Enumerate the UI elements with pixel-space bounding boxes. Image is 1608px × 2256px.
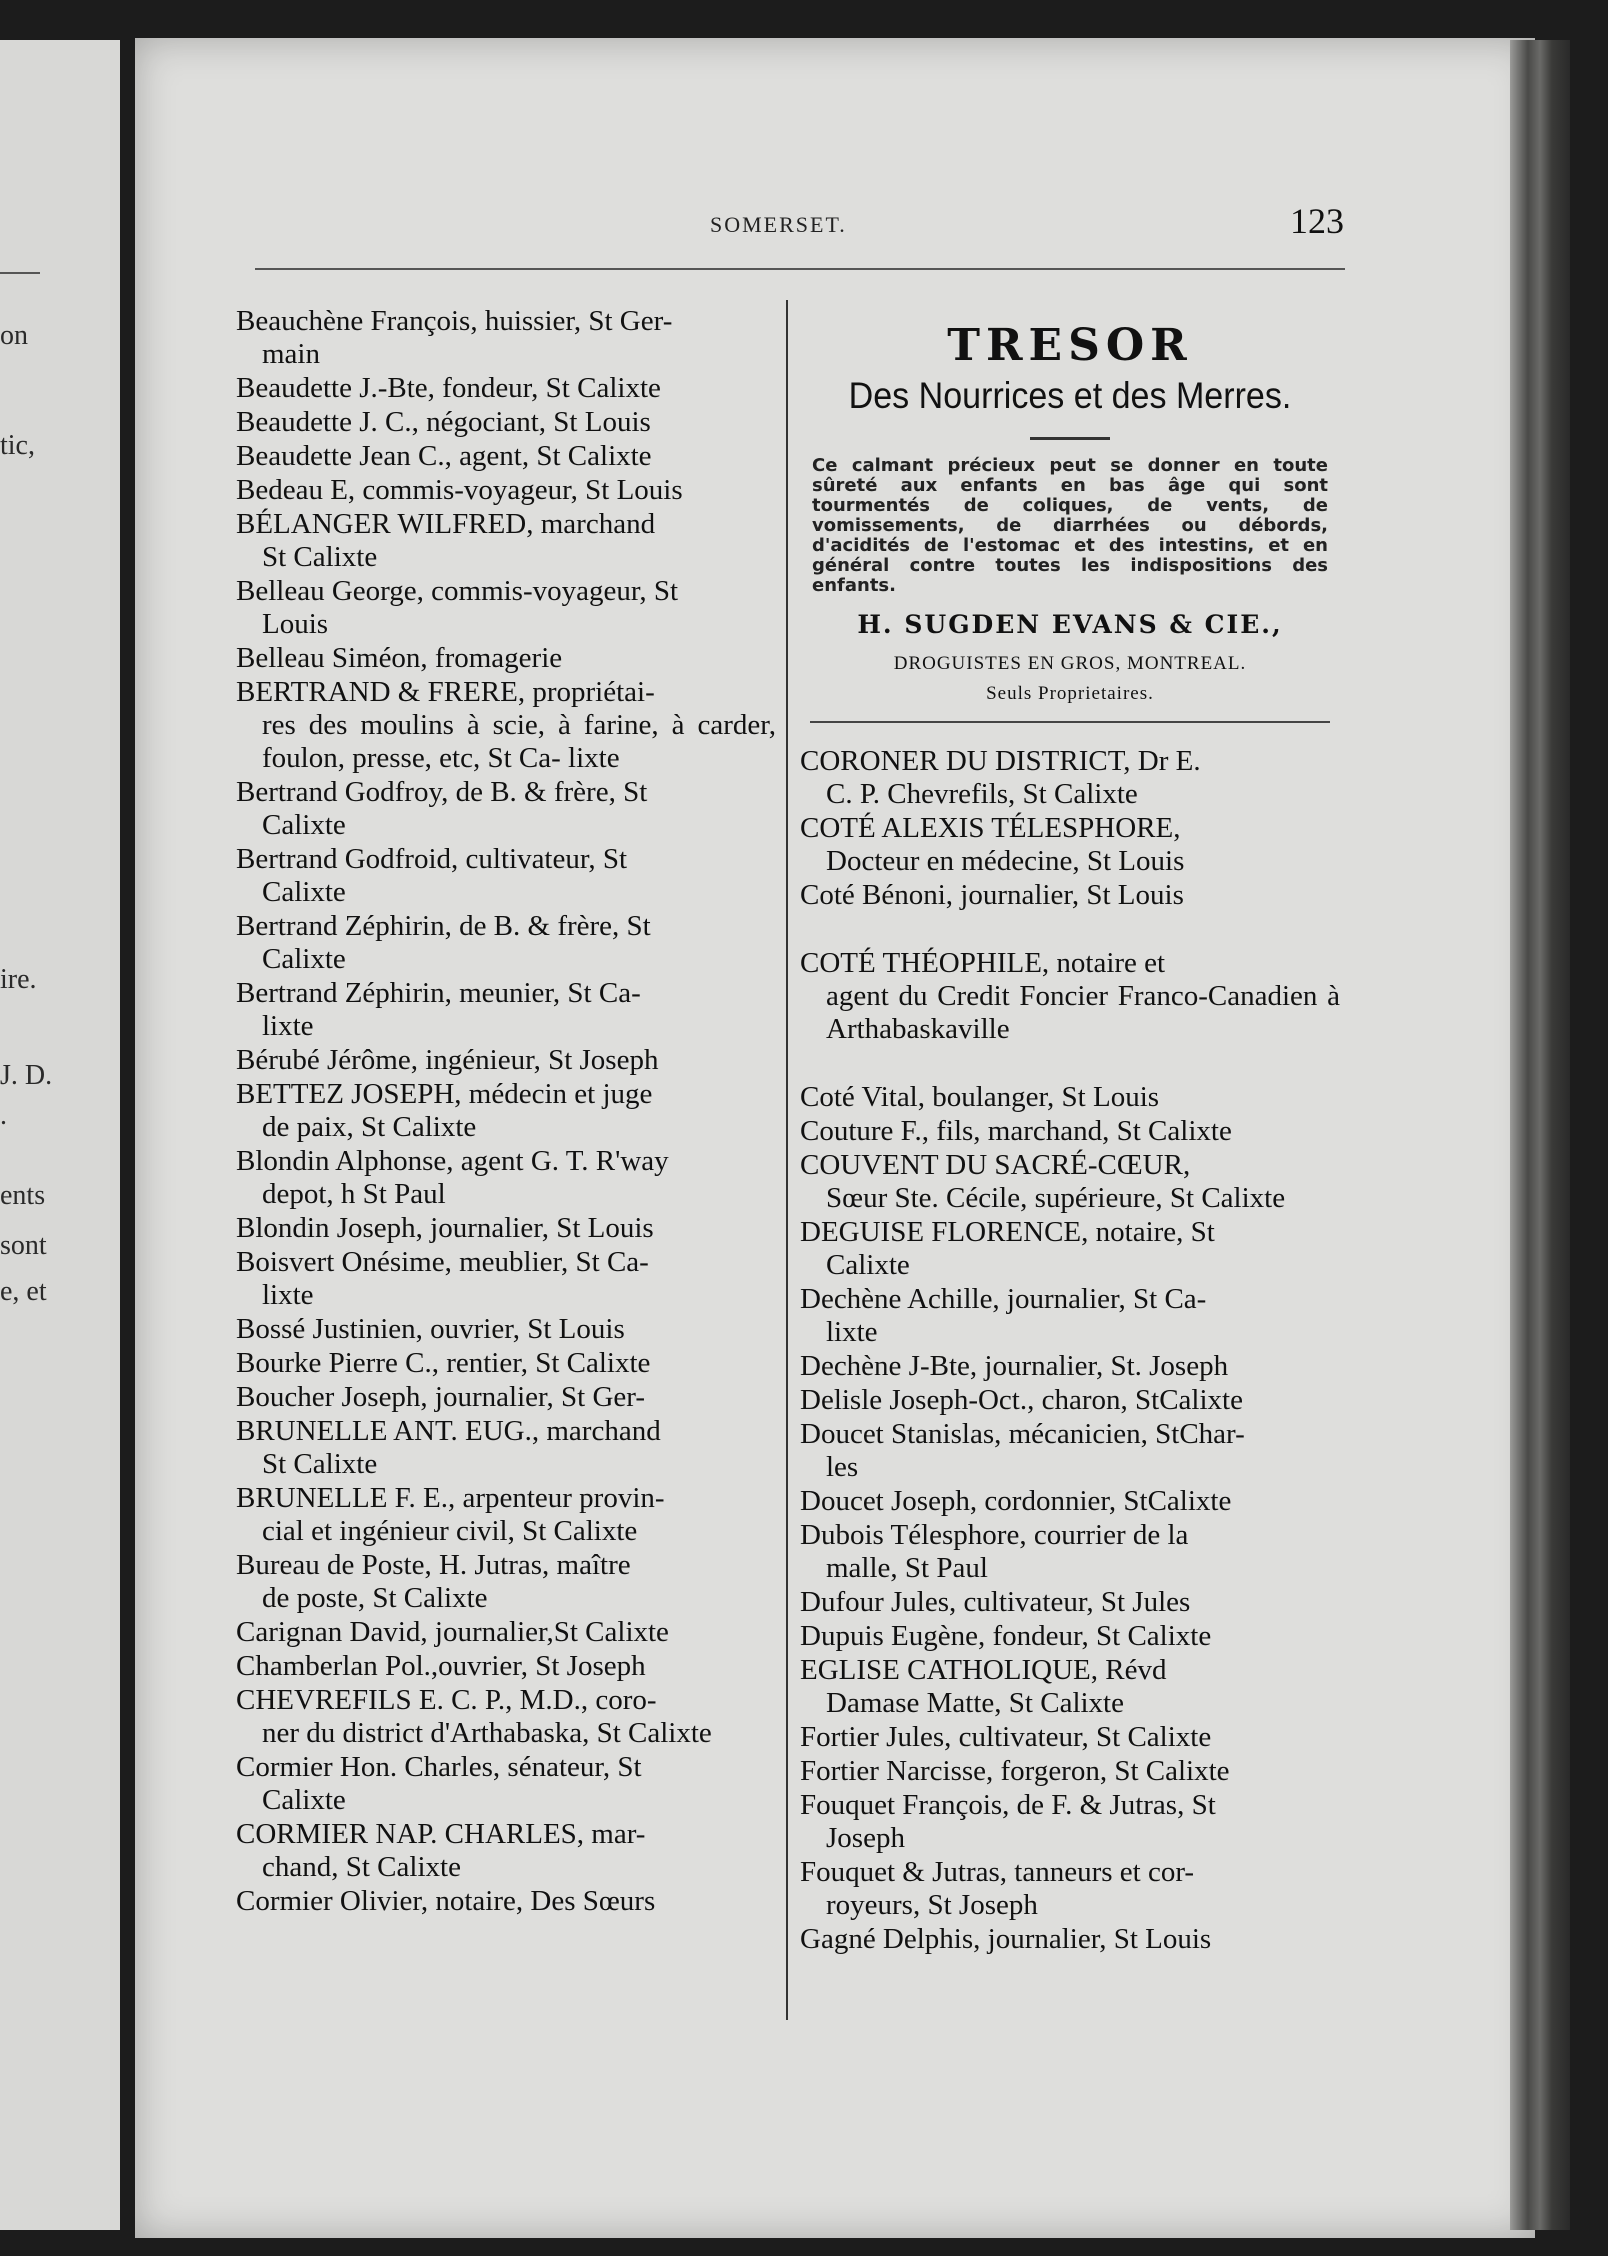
entry-name: BERTRAND & FRERE, propriétai- xyxy=(236,676,655,708)
entry-name: Bedeau E, commis-voyageur, St Louis xyxy=(236,474,683,506)
entry-name: Dechène Achille, journalier, St Ca- xyxy=(800,1283,1207,1315)
entry-continuation: Calixte xyxy=(262,1784,346,1816)
left-page-fragment: sont xyxy=(0,1230,47,1261)
entry-continuation: Damase Matte, St Calixte xyxy=(826,1687,1124,1719)
directory-entry xyxy=(800,1856,1340,1922)
directory-entry xyxy=(800,1721,1340,1754)
left-page-fragment: e, et xyxy=(0,1276,47,1307)
entry-name: Carignan David, journalier,St Calixte xyxy=(236,1616,669,1648)
directory-entry xyxy=(236,508,776,574)
entry-name: Bourke Pierre C., rentier, St Calixte xyxy=(236,1347,651,1379)
entry-continuation: ner du district d'Arthabaska, St Calixte xyxy=(262,1717,712,1749)
entry-name: Dechène J-Bte, journalier, St. Joseph xyxy=(800,1350,1229,1382)
entry-continuation: Calixte xyxy=(826,1249,910,1281)
entry-continuation: main xyxy=(262,338,320,370)
left-column xyxy=(236,305,776,1919)
entry-name: Beaudette Jean C., agent, St Calixte xyxy=(236,440,652,472)
directory-entry xyxy=(236,406,776,439)
directory-entry xyxy=(236,305,776,371)
directory-entry xyxy=(236,440,776,473)
entry-name: Fouquet François, de F. & Jutras, St xyxy=(800,1789,1216,1821)
ad-title: TRESOR xyxy=(947,320,1193,371)
ad-body-text: Ce calmant précieux peut se donner en toute sûreté aux enfants en bas âge qui sont tourmentés de coliques, de vents, de vomissements, de diarrhées ou débords, d'acidités de l'estomac et des intestins, et en général contre toutes les indispositions des enfants. xyxy=(812,455,1328,596)
entry-name: Coté Bénoni, journalier, St Louis xyxy=(800,879,1184,911)
directory-entry xyxy=(236,1313,776,1346)
entry-name: Chamberlan Pol.,ouvrier, St Joseph xyxy=(236,1650,646,1682)
directory-entry xyxy=(236,1684,776,1750)
entry-continuation: cial et ingénieur civil, St Calixte xyxy=(262,1515,638,1547)
entry-name: BETTEZ JOSEPH, médecin et juge xyxy=(236,1078,653,1110)
directory-entry xyxy=(236,676,776,775)
entry-continuation: Calixte xyxy=(262,876,346,908)
entry-name: Cormier Olivier, notaire, Des Sœurs xyxy=(236,1885,656,1917)
entry-name: BÉLANGER WILFRED, marchand xyxy=(236,508,656,540)
directory-entry xyxy=(800,1283,1340,1349)
entry-continuation: lixte xyxy=(262,1279,314,1311)
directory-entry xyxy=(800,1081,1340,1114)
entry-continuation: chand, St Calixte xyxy=(262,1851,461,1883)
directory-entry xyxy=(800,1115,1340,1148)
entry-name: Bertrand Godfroy, de B. & frère, St xyxy=(236,776,648,808)
directory-entry xyxy=(236,1885,776,1918)
entry-continuation: Docteur en médecine, St Louis xyxy=(826,845,1185,877)
entry-name: Belleau George, commis-voyageur, St xyxy=(236,575,679,607)
entry-name: Doucet Stanislas, mécanicien, StChar- xyxy=(800,1418,1245,1450)
left-page-fragment: . xyxy=(0,1100,7,1131)
entry-name: Doucet Joseph, cordonnier, StCalixte xyxy=(800,1485,1232,1517)
directory-entry xyxy=(236,575,776,641)
entry-continuation: St Calixte xyxy=(262,1448,378,1480)
entry-name: EGLISE CATHOLIQUE, Révd xyxy=(800,1654,1167,1686)
entry-name: Beaudette J. C., négociant, St Louis xyxy=(236,406,651,438)
entry-continuation: St Calixte xyxy=(262,541,378,573)
directory-entry xyxy=(236,1246,776,1312)
entry-name: CORONER DU DISTRICT, Dr E. xyxy=(800,745,1201,777)
entry-name: Delisle Joseph-Oct., charon, StCalixte xyxy=(800,1384,1243,1416)
directory-entry xyxy=(236,977,776,1043)
entry-name: Dufour Jules, cultivateur, St Jules xyxy=(800,1586,1191,1618)
column-divider xyxy=(786,300,788,2020)
entry-name: Bureau de Poste, H. Jutras, maître xyxy=(236,1549,631,1581)
entry-name: Boucher Joseph, journalier, St Ger- xyxy=(236,1381,645,1413)
directory-entry xyxy=(800,879,1340,912)
directory-entry xyxy=(236,843,776,909)
entry-name: Coté Vital, boulanger, St Louis xyxy=(800,1081,1160,1113)
entry-name: DEGUISE FLORENCE, notaire, St xyxy=(800,1216,1215,1248)
directory-entry xyxy=(800,1216,1340,1282)
left-page-fragment: ire. xyxy=(0,964,37,995)
ad-place: DROGUISTES EN GROS, MONTREAL. xyxy=(893,653,1247,674)
entry-gap xyxy=(800,1047,1340,1081)
left-page-fragment: on xyxy=(0,320,28,351)
entry-name: Bertrand Godfroid, cultivateur, St xyxy=(236,843,628,875)
entry-continuation: Joseph xyxy=(826,1822,905,1854)
entry-name: Beauchène François, huissier, St Ger- xyxy=(236,305,673,337)
entry-continuation: agent du Credit Foncier Franco-Canadien à Arthabaskaville xyxy=(826,980,1340,1045)
entry-continuation: Calixte xyxy=(262,809,346,841)
entry-name: Blondin Alphonse, agent G. T. R'way xyxy=(236,1145,669,1177)
entry-name: CORMIER NAP. CHARLES, mar- xyxy=(236,1818,646,1850)
directory-entry xyxy=(236,776,776,842)
entry-name: Bertrand Zéphirin, de B. & frère, St xyxy=(236,910,651,942)
right-column xyxy=(800,745,1340,1957)
entry-name: BRUNELLE ANT. EUG., marchand xyxy=(236,1415,661,1447)
advertisement xyxy=(800,318,1340,723)
left-page-fragment: tic, xyxy=(0,430,35,461)
entry-continuation: Sœur Ste. Cécile, supérieure, St Calixte xyxy=(826,1182,1286,1214)
ad-company: H. SUGDEN EVANS & CIE., xyxy=(857,610,1283,639)
directory-entry xyxy=(800,1654,1340,1720)
directory-entry xyxy=(800,1384,1340,1417)
book-page-edges xyxy=(1510,40,1570,2230)
entry-name: COUVENT DU SACRÉ-CŒUR, xyxy=(800,1149,1191,1181)
directory-entry xyxy=(236,1549,776,1615)
entry-name: Cormier Hon. Charles, sénateur, St xyxy=(236,1751,642,1783)
ad-owner: Seuls Proprietaires. xyxy=(986,683,1154,704)
entry-name: Fortier Jules, cultivateur, St Calixte xyxy=(800,1721,1212,1753)
ad-bottom-rule xyxy=(810,721,1330,723)
entry-name: Gagné Delphis, journalier, St Louis xyxy=(800,1923,1212,1955)
entry-name: COTÉ THÉOPHILE, notaire et xyxy=(800,947,1166,979)
directory-entry xyxy=(800,1350,1340,1383)
directory-entry xyxy=(236,910,776,976)
directory-entry xyxy=(800,947,1340,1046)
entry-continuation: malle, St Paul xyxy=(826,1552,988,1584)
entry-name: CHEVREFILS E. C. P., M.D., coro- xyxy=(236,1684,657,1716)
directory-entry xyxy=(800,1789,1340,1855)
entry-name: Blondin Joseph, journalier, St Louis xyxy=(236,1212,654,1244)
directory-entry xyxy=(800,1418,1340,1484)
entry-continuation: royeurs, St Joseph xyxy=(826,1889,1038,1921)
entry-name: Boisvert Onésime, meublier, St Ca- xyxy=(236,1246,649,1278)
entry-continuation: Calixte xyxy=(262,943,346,975)
entry-name: Bossé Justinien, ouvrier, St Louis xyxy=(236,1313,625,1345)
directory-entry xyxy=(800,745,1340,811)
adjacent-left-page xyxy=(0,40,120,2230)
directory-entry xyxy=(800,1755,1340,1788)
directory-entry xyxy=(236,1145,776,1211)
left-page-rule xyxy=(0,272,40,274)
running-head: SOMERSET. xyxy=(710,212,847,237)
directory-entry xyxy=(800,1485,1340,1518)
entry-continuation: depot, h St Paul xyxy=(262,1178,446,1210)
entry-name: Dupuis Eugène, fondeur, St Calixte xyxy=(800,1620,1212,1652)
directory-entry xyxy=(236,1650,776,1683)
entry-name: BRUNELLE F. E., arpenteur provin- xyxy=(236,1482,665,1514)
entry-name: COTÉ ALEXIS TÉLESPHORE, xyxy=(800,812,1181,844)
directory-entry xyxy=(236,1212,776,1245)
entry-continuation: Louis xyxy=(262,608,329,640)
ad-subtitle: Des Nourrices et des Merres. xyxy=(848,375,1292,416)
directory-entry xyxy=(800,812,1340,878)
directory-entry xyxy=(236,1078,776,1144)
directory-entry xyxy=(236,1616,776,1649)
left-page-fragment: ents xyxy=(0,1180,46,1211)
entry-continuation: lixte xyxy=(262,1010,314,1042)
entry-name: Bertrand Zéphirin, meunier, St Ca- xyxy=(236,977,641,1009)
directory-entry xyxy=(800,1923,1340,1956)
directory-entry xyxy=(236,1347,776,1380)
directory-entry xyxy=(236,1044,776,1077)
entry-name: Fortier Narcisse, forgeron, St Calixte xyxy=(800,1755,1230,1787)
directory-entry xyxy=(236,1482,776,1548)
page-number: 123 xyxy=(1290,201,1344,241)
entry-name: Beaudette J.-Bte, fondeur, St Calixte xyxy=(236,372,661,404)
entry-name: Fouquet & Jutras, tanneurs et cor- xyxy=(800,1856,1195,1888)
directory-entry xyxy=(800,1519,1340,1585)
directory-entry xyxy=(800,1586,1340,1619)
header-rule xyxy=(255,268,1345,270)
entry-continuation: de poste, St Calixte xyxy=(262,1582,488,1614)
entry-continuation: lixte xyxy=(826,1316,878,1348)
directory-entry xyxy=(800,1620,1340,1653)
directory-entry xyxy=(236,474,776,507)
entry-name: Bérubé Jérôme, ingénieur, St Joseph xyxy=(236,1044,659,1076)
directory-entry xyxy=(800,1149,1340,1215)
directory-entry xyxy=(236,1818,776,1884)
ad-divider xyxy=(1030,437,1110,440)
directory-entry xyxy=(236,1751,776,1817)
directory-entry xyxy=(236,1381,776,1414)
entry-continuation: C. P. Chevrefils, St Calixte xyxy=(826,778,1138,810)
entry-continuation: res des moulins à scie, à farine, à carder, foulon, presse, etc, St Ca- lixte xyxy=(262,709,776,774)
entry-name: Couture F., fils, marchand, St Calixte xyxy=(800,1115,1232,1147)
directory-entry xyxy=(236,372,776,405)
left-page-fragment: J. D. xyxy=(0,1060,53,1091)
directory-entry xyxy=(236,642,776,675)
directory-entry xyxy=(236,1415,776,1481)
entry-gap xyxy=(800,913,1340,947)
entry-name: Belleau Siméon, fromagerie xyxy=(236,642,563,674)
entry-continuation: de paix, St Calixte xyxy=(262,1111,477,1143)
entry-name: Dubois Télesphore, courrier de la xyxy=(800,1519,1189,1551)
entry-continuation: les xyxy=(826,1451,859,1483)
